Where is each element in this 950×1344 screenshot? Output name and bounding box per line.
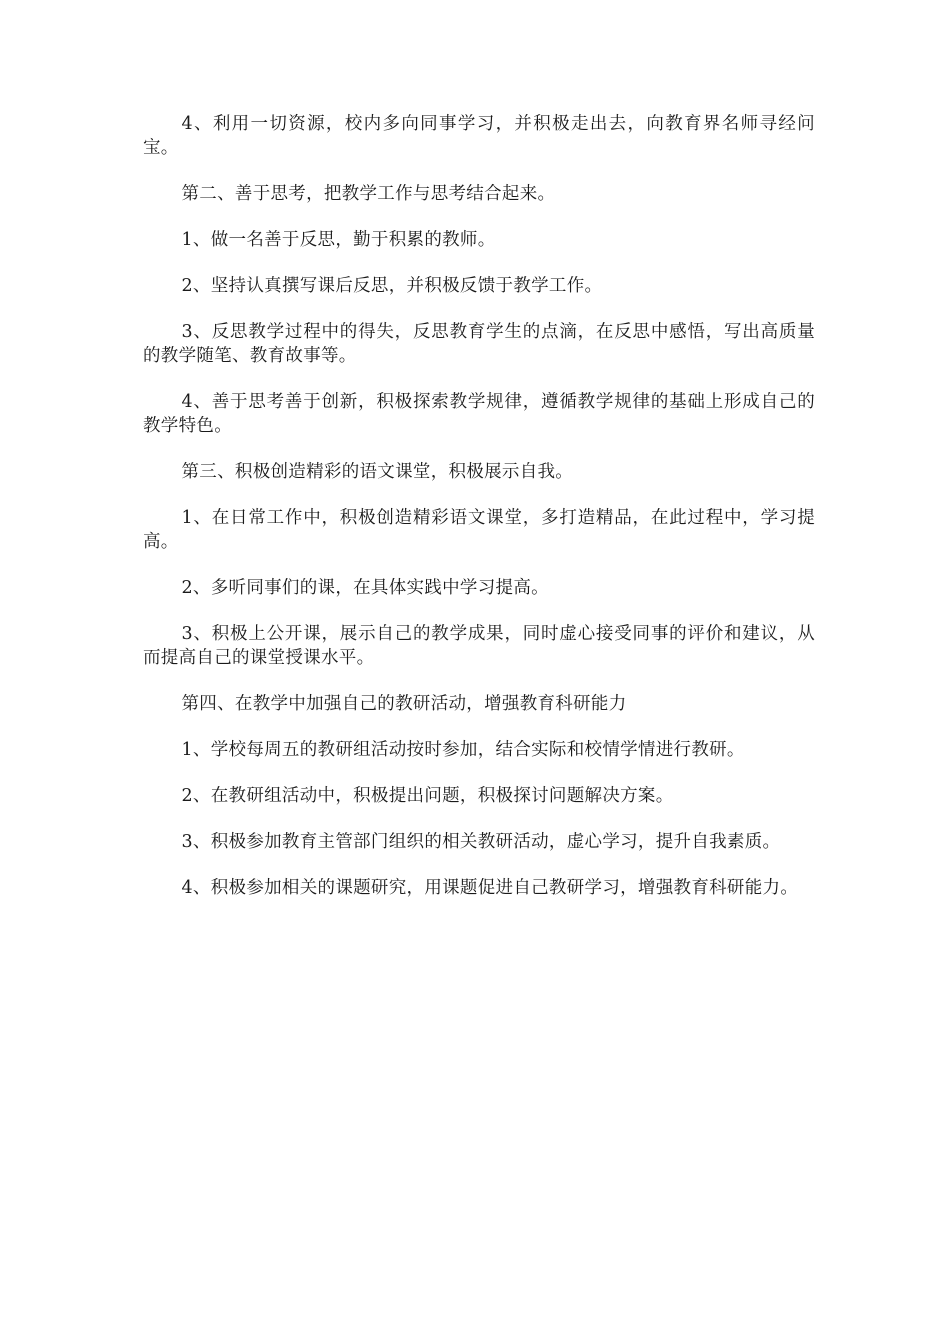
section-heading-second: 第二、善于思考，把教学工作与思考结合起来。 (181, 184, 556, 204)
paragraph: 4、善于思考善于创新，积极探索教学规律，遵循教学规律的基础上形成自己的教学特色。 (143, 392, 815, 436)
paragraph: 1、做一名善于反思，勤于积累的教师。 (181, 230, 496, 250)
paragraph: 2、在教研组活动中，积极提出问题，积极探讨问题解决方案。 (181, 786, 674, 806)
paragraph: 2、多听同事们的课，在具体实践中学习提高。 (181, 578, 549, 598)
paragraph: 4、利用一切资源，校内多向同事学习，并积极走出去，向教育界名师寻经问宝。 (143, 114, 815, 158)
paragraph: 2、坚持认真撰写课后反思，并积极反馈于教学工作。 (181, 276, 603, 296)
section-heading-third: 第三、积极创造精彩的语文课堂，积极展示自我。 (181, 462, 574, 482)
paragraph: 3、反思教学过程中的得失，反思教育学生的点滴，在反思中感悟，写出高质量的教学随笔、教育故事等。 (143, 322, 815, 366)
paragraph: 1、在日常工作中，积极创造精彩语文课堂，多打造精品，在此过程中，学习提高。 (143, 508, 815, 552)
paragraph: 3、积极参加教育主管部门组织的相关教研活动，虚心学习，提升自我素质。 (181, 832, 781, 852)
paragraph: 1、学校每周五的教研组活动按时参加，结合实际和校情学情进行教研。 (181, 740, 745, 760)
paragraph: 3、积极上公开课，展示自己的教学成果，同时虚心接受同事的评价和建议，从而提高自己的课堂授课水平。 (143, 624, 815, 668)
section-heading-fourth: 第四、在教学中加强自己的教研活动，增强教育科研能力 (181, 694, 627, 714)
document-page (143, 112, 815, 922)
paragraph: 4、积极参加相关的课题研究，用课题促进自己教研学习，增强教育科研能力。 (181, 878, 799, 898)
